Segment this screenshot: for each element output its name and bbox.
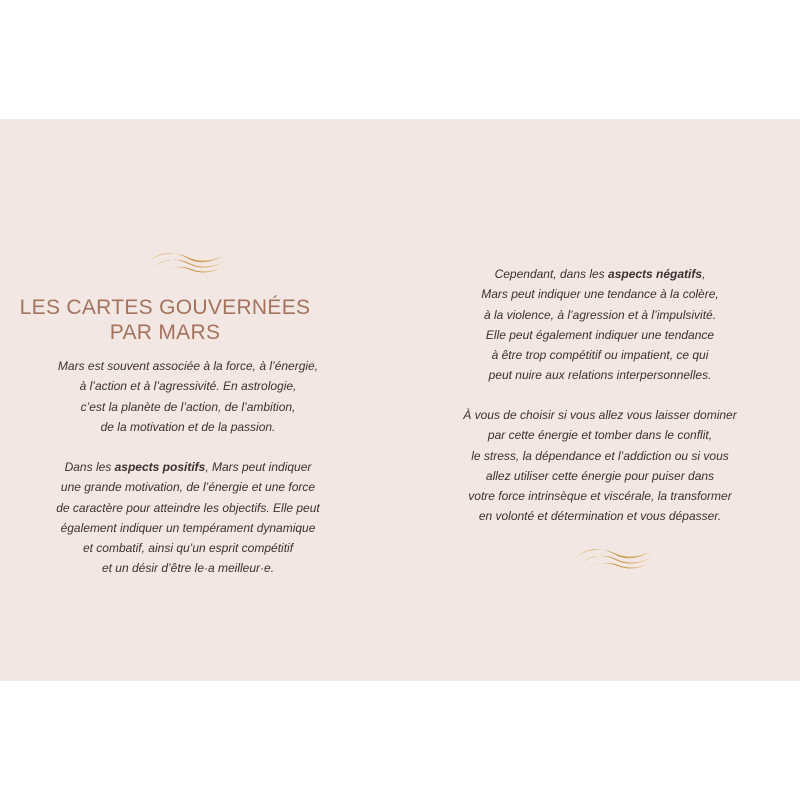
- right-page: [400, 119, 800, 681]
- text-line: une grande motivation, de l’énergie et une force: [60, 480, 316, 495]
- text-line: le stress, la dépendance et l’addiction ou si vous: [471, 448, 729, 463]
- text-line: en volonté et détermination et vous dépasser.: [478, 509, 722, 524]
- gold-wave-ornament-icon: [147, 247, 227, 277]
- text-line: peut nuire aux relations interpersonnelles.: [488, 368, 712, 383]
- text-line: Mars peut indiquer une tendance à la colère,: [481, 287, 719, 302]
- gold-wave-ornament-icon: [574, 543, 654, 573]
- intro-paragraph: [0, 356, 376, 437]
- text-line: par cette énergie et tomber dans le conflit,: [487, 428, 713, 443]
- text-fragment: Dans les: [64, 460, 115, 474]
- text-line: allez utiliser cette énergie pour puiser dans: [485, 468, 715, 483]
- text-line: votre force intrinsèque et viscérale, la transformer: [468, 489, 732, 504]
- bold-term: aspects négatifs: [608, 267, 703, 281]
- text-line: À vous de choisir si vous allez vous laisser dominer: [463, 408, 737, 422]
- positive-aspects-paragraph: [0, 457, 376, 579]
- title-line: PAR MARS: [109, 321, 221, 344]
- text-line: [390, 264, 800, 284]
- page-title: [0, 295, 330, 345]
- text-line: Mars est souvent associée à la force, à l’énergie,: [57, 359, 319, 373]
- text-line: [0, 457, 376, 477]
- title-line: LES CARTES GOUVERNÉES: [19, 296, 311, 319]
- negative-aspects-paragraph: [390, 264, 800, 386]
- text-line: à l’action et à l’agressivité. En astrologie,: [79, 379, 297, 394]
- choice-paragraph: [390, 405, 800, 527]
- book-spread: [0, 119, 800, 681]
- bold-term: aspects positifs: [114, 460, 206, 474]
- text-line: Elle peut également indiquer une tendance: [485, 327, 715, 342]
- text-line: de la motivation et de la passion.: [100, 419, 276, 434]
- text-line: de caractère pour atteindre les objectifs. Elle peut: [56, 500, 320, 515]
- text-fragment: ,: [702, 267, 706, 281]
- text-line: et un désir d’être le·a meilleur·e.: [101, 561, 275, 576]
- text-line: également indiquer un tempérament dynamique: [60, 520, 316, 535]
- text-line: à être trop compétitif ou impatient, ce qui: [491, 348, 709, 363]
- text-line: et combatif, ainsi qu’un esprit compétitif: [82, 541, 294, 556]
- left-page: [0, 119, 400, 681]
- text-line: à la violence, à l’agression et à l’impulsivité.: [483, 307, 717, 322]
- text-fragment: , Mars peut indiquer: [205, 460, 312, 474]
- text-line: c’est la planète de l’action, de l’ambition,: [80, 399, 296, 414]
- text-fragment: Cependant, dans les: [494, 267, 609, 281]
